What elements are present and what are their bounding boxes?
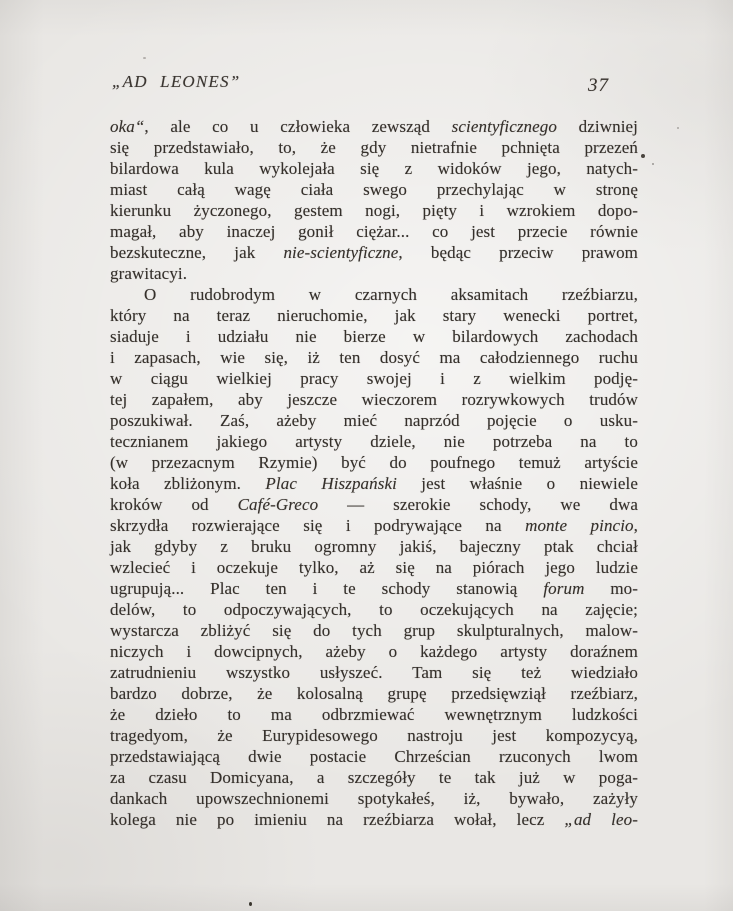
text-line xyxy=(110,494,638,515)
text-segment: kroków od xyxy=(110,495,238,514)
text-segment: siaduje i udziału nie bierze w bilardowych zachodach xyxy=(110,327,638,346)
text-segment: że dzieło to ma odbrzmiewać wewnętrznym ludzkości xyxy=(110,705,638,724)
text-segment: kolega nie po imieniu na rzeźbiarza wołał, lecz xyxy=(110,810,565,829)
page-number: 37 xyxy=(588,75,609,96)
text-segment: przedstawiającą dwie postacie Chrześcian rzuconych lwom xyxy=(110,747,638,766)
text-line xyxy=(110,641,638,662)
text-segment: bezskuteczne, jak xyxy=(110,243,284,262)
text-line xyxy=(110,284,638,305)
text-line xyxy=(110,578,638,599)
text-segment: poszukiwał. Zaś, ażeby mieć naprzód pojęcie o usku- xyxy=(110,411,638,430)
text-segment: , będąc przeciw prawom xyxy=(398,243,639,262)
text-line xyxy=(110,221,638,242)
text-segment: i zapasach, wie się, iż ten dosyć ma całodziennego ruchu xyxy=(110,348,638,367)
text-line xyxy=(110,305,638,326)
text-line xyxy=(110,599,638,620)
text-line xyxy=(110,389,638,410)
text-line xyxy=(110,368,638,389)
text-segment: miast całą wagę ciała swego przechylając w stronę xyxy=(110,180,638,199)
text-segment: bilardowa kula wykolejała się z widoków jego, natych- xyxy=(110,159,638,178)
text-segment: niczych i dowcipnych, ażeby o każdego artysty doraźnem xyxy=(110,642,638,661)
text-segment: , xyxy=(633,516,638,535)
text-segment: jak gdyby z bruku ogromny jakiś, bajeczny ptak chciał xyxy=(110,537,638,556)
text-line xyxy=(110,158,638,179)
paper-speck xyxy=(143,57,146,59)
italic-text-segment: Café-Greco xyxy=(237,495,319,514)
text-segment: (w przezacnym Rzymie) być do poufnego temuż artyście xyxy=(110,453,638,472)
text-segment: mo- xyxy=(584,579,638,598)
text-segment: w ciągu wielkiej pracy swojej i z wielkim podję- xyxy=(110,369,638,388)
text-line xyxy=(110,116,638,137)
text-line xyxy=(110,536,638,557)
text-segment: się przedstawiało, to, że gdy nietrafnie pchnięta przezeń xyxy=(110,138,638,157)
text-line xyxy=(110,725,638,746)
text-segment: ugrupują... Plac ten i te schody stanowią xyxy=(110,579,544,598)
text-segment: , ale co u człowieka zewsząd xyxy=(144,117,452,136)
text-segment: za czasu Domicyana, a szczegóły te tak już w poga- xyxy=(110,768,638,787)
italic-text-segment: forum xyxy=(543,579,585,598)
italic-text-segment: nie-scientyficzne xyxy=(283,243,399,262)
italic-text-segment: Plac Hiszpański xyxy=(265,474,397,493)
text-segment: magał, aby inaczej gonił ciężar... co jest przecie równie xyxy=(110,222,638,241)
text-segment: który na teraz nieruchomie, jak stary wenecki portret, xyxy=(110,306,638,325)
text-line xyxy=(110,767,638,788)
paper-speck xyxy=(652,163,654,165)
text-segment: grawitacyi. xyxy=(110,264,188,283)
italic-text-segment: monte pincio xyxy=(525,516,634,535)
text-segment: jest właśnie o niewiele xyxy=(396,474,638,493)
text-line xyxy=(110,347,638,368)
text-line xyxy=(110,788,638,809)
text-line xyxy=(110,179,638,200)
text-line xyxy=(110,263,638,284)
paper-speck xyxy=(677,127,679,129)
body-text xyxy=(110,116,638,830)
text-line xyxy=(110,746,638,767)
text-line xyxy=(110,809,638,830)
text-segment: delów, to odpoczywających, to oczekujących na zajęcie; xyxy=(110,600,638,619)
paper-speck xyxy=(641,154,645,158)
text-segment: koła zbliżonym. xyxy=(110,474,266,493)
text-line xyxy=(110,704,638,725)
text-segment: dziwniej xyxy=(557,117,638,136)
text-line xyxy=(110,326,638,347)
text-line xyxy=(110,431,638,452)
text-segment: — szerokie schody, we dwa xyxy=(318,495,638,514)
italic-text-segment: „ad leo- xyxy=(564,810,639,829)
text-segment: tecznianem jakiego artysty dziele, nie potrzeba na to xyxy=(110,432,638,451)
text-segment: bardzo dobrze, że kolosalną grupę przedsięwziął rzeźbiarz, xyxy=(110,684,638,703)
text-line xyxy=(110,515,638,536)
text-segment: tej zapałem, aby jeszcze wieczorem rozrywkowych trudów xyxy=(110,390,638,409)
italic-text-segment: oka“ xyxy=(110,117,145,136)
text-line xyxy=(110,200,638,221)
text-line xyxy=(110,662,638,683)
italic-text-segment: scientyficznego xyxy=(451,117,558,136)
text-segment: wzlecieć i oczekuje tylko, aż się na piórach jego ludzie xyxy=(110,558,638,577)
text-segment: O rudobrodym w czarnych aksamitach rzeźbiarzu, xyxy=(144,285,638,304)
text-line xyxy=(110,683,638,704)
text-line xyxy=(110,557,638,578)
text-segment: kierunku życzonego, gestem nogi, pięty i wzrokiem dopo- xyxy=(110,201,638,220)
text-segment: zatrudnieniu wszystko usłyszeć. Tam się też wiedziało xyxy=(110,663,638,682)
text-segment: tragedyom, że Eurypidesowego nastroju jest kompozycyą, xyxy=(110,726,638,745)
running-header-title: „AD LEONES” xyxy=(112,72,241,91)
text-line xyxy=(110,452,638,473)
text-line xyxy=(110,410,638,431)
text-segment: wystarcza zbliżyć się do tych grup skulpturalnych, malow- xyxy=(110,621,638,640)
text-segment: skrzydła rozwierające się i podrywające na xyxy=(110,516,526,535)
text-segment: dankach upowszechnionemi spotykałeś, iż, bywało, zażyły xyxy=(110,789,638,808)
paper-speck xyxy=(249,902,252,906)
text-line xyxy=(110,473,638,494)
text-line xyxy=(110,620,638,641)
text-line xyxy=(110,242,638,263)
text-line xyxy=(110,137,638,158)
